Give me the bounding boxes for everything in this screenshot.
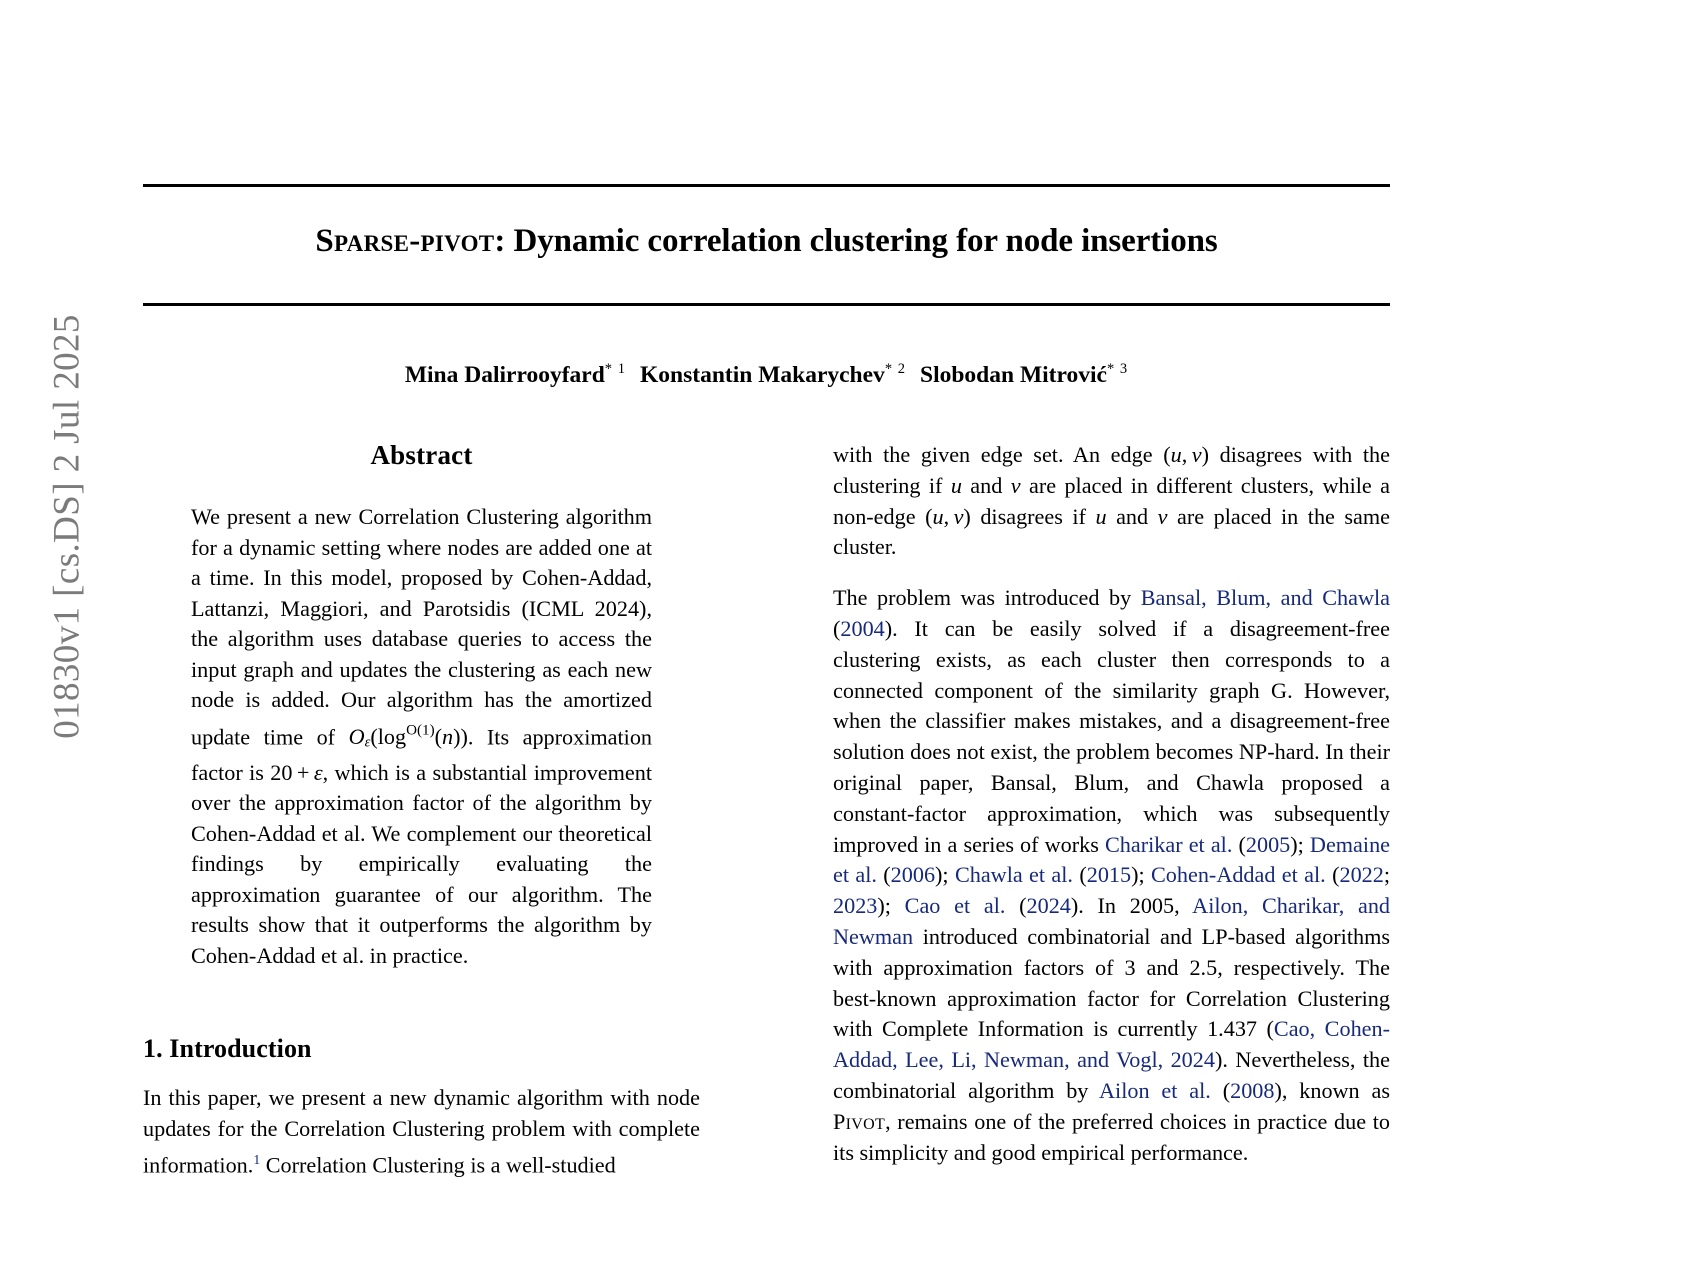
algorithm-name: Pivot: [833, 1108, 886, 1134]
citation-link[interactable]: 2004: [840, 615, 885, 641]
citation-link[interactable]: 2008: [1230, 1077, 1275, 1103]
title-rule-bottom: [143, 303, 1390, 306]
introduction-paragraph-1: [143, 1083, 700, 1181]
paragraph-text-segment-44: , remains one of the preferred choices in practice due to its simplicity and good empirical performance.: [833, 1108, 1390, 1165]
paragraph-text-segment-38: ). Nevertheless, the combinatorial algorithm by: [833, 1047, 1390, 1103]
left-column: [143, 440, 700, 1275]
paragraph-text-segment-26: (: [1005, 893, 1027, 919]
arxiv-identifier-stamp: 01830v1 [cs.DS] 2 Jul 2025: [46, 314, 88, 739]
citation-link[interactable]: Charikar et al.: [1104, 831, 1233, 857]
math-amortized-update-time: $O\varepsilon(\log^{O(1)}(n))$: [348, 722, 468, 751]
citation-link[interactable]: 2024: [1026, 893, 1071, 919]
author-affiliation-marks: * 3: [1106, 361, 1129, 377]
author-name: Konstantin Makarychev: [640, 361, 885, 388]
paragraph-text-segment-28: ). In 2005,: [1070, 893, 1193, 919]
right-column-paragraph-1: [833, 440, 1390, 563]
intro-text-part-2: Correlation Clustering is a well-studied: [260, 1152, 616, 1178]
introduction-heading: 1. Introduction: [143, 1034, 312, 1064]
citation-link[interactable]: 2005: [1245, 831, 1291, 857]
rc-p1-seg-7: are placed in the same cluster.: [833, 503, 1390, 560]
paragraph-text-segment-10: );: [1290, 831, 1310, 857]
introduction-section: [143, 1034, 700, 1181]
author-name: Mina Dalirrooyfard: [404, 361, 605, 388]
paragraph-text-segment-20: (: [1325, 862, 1340, 888]
rc-p1-seg-5: disagrees if: [970, 503, 1096, 529]
abstract-text: [191, 502, 652, 971]
abstract-text-part-3: , which is a substantial improvement over the approximation factor of the algorithm by Cohen-Addad et al. We complement our theoretical findings by empirically evaluating the approximation guarantee of our algorithm. The results show that it outperforms the algorithm by Cohen-Addad et al. in practice.: [191, 759, 653, 968]
citation-link[interactable]: Cao, Cohen-Addad, Lee, Li, Newman, and Vogl, 2024: [833, 1016, 1390, 1073]
title-smallcaps-part: Sparse-pivot: [315, 223, 495, 259]
citation-link[interactable]: Bansal, Blum, and Chawla: [1140, 585, 1390, 611]
rc-p1-seg-1: with the given edge set. An edge: [833, 442, 1164, 467]
paragraph-text-segment-34: , respectively. The best-known approximation factor for Correlation Clustering with Complete Information is currently: [833, 954, 1390, 1042]
title-rule-top: [143, 184, 1390, 187]
citation-link[interactable]: Chawla et al.: [954, 862, 1073, 888]
title-rest-part: : Dynamic correlation clustering for node insertions: [494, 223, 1218, 259]
citation-link[interactable]: 2022: [1339, 862, 1384, 888]
author-list: [143, 361, 1390, 389]
math-value: 2.5: [1189, 954, 1218, 980]
paragraph-text-segment-32: and: [1135, 954, 1190, 980]
math-value: G: [1271, 677, 1288, 703]
paragraph-text-segment-16: (: [1072, 862, 1087, 888]
paragraph-text-segment-24: );: [877, 893, 905, 919]
rc-p1-seg-4: are placed in different clusters, while a non-edge: [833, 472, 1390, 529]
citation-link[interactable]: Demaine et al.: [833, 831, 1390, 888]
rc-p1-seg-3: and: [961, 472, 1011, 498]
math-var-u-1: u: [950, 472, 962, 498]
paragraph-text-segment-4: ). It can be easily solved if a disagreement-free clustering exists, as each cluster then corresponds to a connected component of the similarity graph: [833, 615, 1390, 703]
abstract-heading: Abstract: [370, 440, 473, 470]
right-column: [833, 440, 1390, 1275]
abstract-text-part-1: We present a new Correlation Clustering algorithm for a dynamic setting where nodes are added one at a time. In this model, proposed by Cohen-Addad, Lattanzi, Maggiori, and Parotsidis (ICML 2024), the algorithm uses database queries to access the input graph and updates the clustering as each new node is added. Our algorithm has the amortized update time of: [191, 504, 652, 749]
author-name: Slobodan Mitrović: [920, 361, 1107, 388]
paragraph-text-segment-6: . However, when the classifier makes mistakes, and a disagreement-free solution does not exist, the problem becomes NP-hard. In their original paper, Bansal, Blum, and Chawla proposed a constant-factor approximation, which was subsequently improved in a series of works: [833, 677, 1390, 857]
math-var-u-2: u: [1095, 503, 1107, 529]
math-edge-uv-2: (u, v): [925, 503, 971, 529]
paragraph-text-segment-30: introduced combinatorial and LP-based algorithms with approximation factors of: [833, 923, 1390, 980]
intro-text-part-1: In this paper, we present a new dynamic algorithm with node updates for the Correlation Clustering problem with complete information.: [143, 1085, 700, 1178]
math-edge-uv-1: (u, v): [1163, 442, 1209, 467]
paper-page: [143, 0, 1390, 1275]
rc-p1-seg-6: and: [1106, 503, 1158, 529]
author-entry: [405, 362, 626, 388]
paragraph-text-segment-36: (: [1257, 1016, 1274, 1042]
math-value: 1.437: [1207, 1016, 1257, 1042]
abstract-text-part-2: . Its approximation factor is: [191, 723, 653, 785]
citation-link[interactable]: 2015: [1086, 862, 1132, 888]
math-var-v-1: v: [1010, 472, 1021, 498]
math-value: 3: [1124, 954, 1136, 980]
paragraph-text-segment-8: (: [1232, 831, 1246, 857]
right-column-paragraph-2: [833, 583, 1390, 1168]
paragraph-text-segment-2: (: [833, 615, 841, 641]
author-entry: [920, 362, 1128, 388]
two-column-body: [143, 440, 1390, 1275]
paragraph-text-segment-14: );: [935, 862, 955, 888]
author-affiliation-marks: * 1: [604, 361, 626, 377]
paragraph-text-segment-42: ), known as: [1274, 1077, 1390, 1103]
citation-link[interactable]: Cohen-Addad et al.: [1151, 862, 1326, 888]
paragraph-text-segment-40: (: [1210, 1077, 1231, 1103]
footnote-reference-link[interactable]: 1: [253, 1152, 261, 1168]
paragraph-text-segment-0: The problem was introduced by: [833, 585, 1141, 611]
citation-link[interactable]: 2006: [890, 862, 936, 888]
paragraph-text-segment-12: (: [876, 862, 891, 888]
page-title: [143, 222, 1390, 262]
citation-link[interactable]: 2023: [833, 893, 878, 919]
paragraph-text-segment-22: ;: [1383, 862, 1390, 888]
author-affiliation-marks: * 2: [884, 361, 907, 377]
math-approximation-factor: 20 + ε: [270, 759, 323, 785]
paragraph-text-segment-18: );: [1131, 862, 1151, 888]
citation-link[interactable]: Ailon, Charikar, and Newman: [833, 893, 1390, 949]
citation-link[interactable]: Ailon et al.: [1099, 1077, 1211, 1103]
citation-link[interactable]: Cao et al.: [904, 893, 1006, 919]
math-var-v-2: v: [1157, 503, 1168, 529]
rc-p1-seg-2: disagrees with the clustering if: [833, 442, 1390, 498]
author-entry: [640, 362, 906, 388]
